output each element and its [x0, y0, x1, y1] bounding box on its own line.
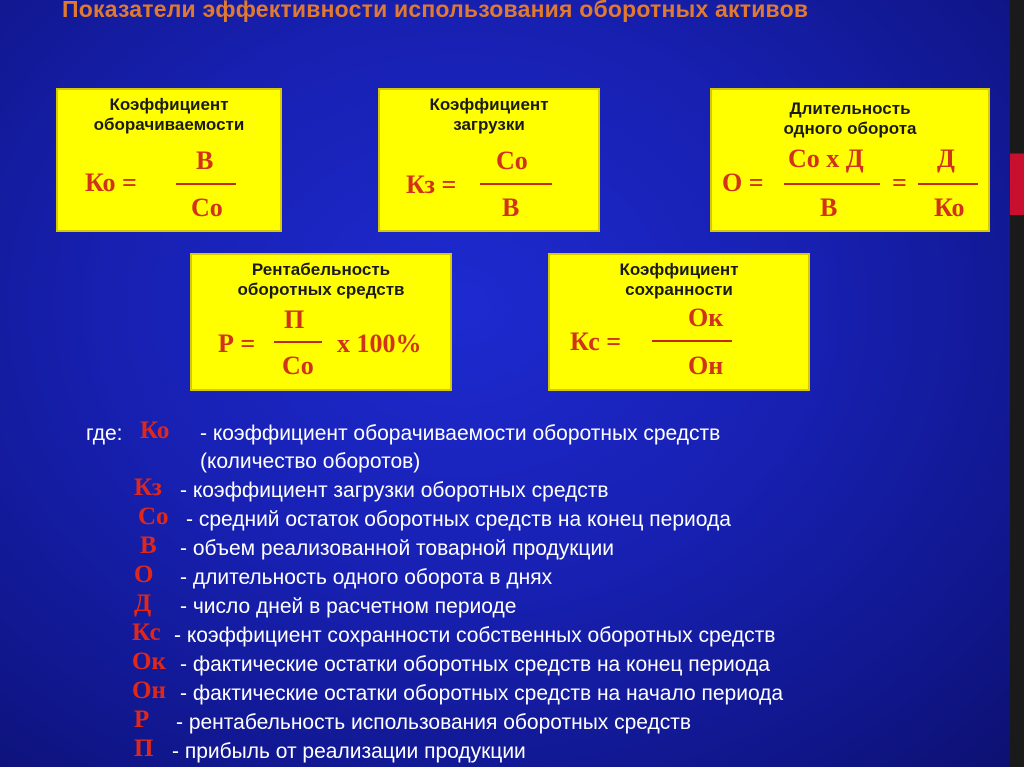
legend-symbol: Кз	[134, 474, 162, 501]
formula-box-safety	[548, 253, 810, 391]
slide-edge-decoration	[1010, 0, 1024, 767]
legend-symbol: Д	[134, 590, 152, 617]
formula-numerator: Со х Д	[788, 144, 864, 173]
box-caption-line1: Коэффициент	[109, 95, 229, 114]
legend-prefix: где:	[86, 422, 123, 445]
box-caption-line2: оборачиваемости	[93, 115, 245, 134]
formula-denominator: Он	[688, 351, 724, 380]
legend-symbol: В	[140, 532, 157, 559]
box-caption-line2: сохранности	[625, 280, 733, 299]
fraction-bar	[784, 183, 880, 185]
formula-denominator: Со	[191, 193, 223, 222]
legend-text: - фактические остатки оборотных средств на начало периода	[180, 682, 784, 705]
fraction-bar	[652, 340, 732, 342]
legend-text: - число дней в расчетном периоде	[180, 595, 517, 618]
legend-text: - длительность одного оборота в днях	[180, 566, 553, 589]
formula-numerator: В	[196, 146, 214, 175]
legend-text: - коэффициент оборачиваемости оборотных средств	[200, 422, 721, 445]
legend-symbol: П	[134, 735, 154, 762]
legend-symbol: Ко	[140, 417, 170, 444]
legend-text: - объем реализованной товарной продукции	[180, 537, 614, 560]
legend-symbol: О	[134, 561, 154, 588]
formula-box-turnover	[56, 88, 282, 232]
legend-text: - коэффициент загрузки оборотных средств	[180, 479, 609, 502]
box-caption-line2: загрузки	[453, 115, 525, 134]
legend-text: - средний остаток оборотных средств на конец периода	[186, 508, 731, 531]
formula-lhs: Р =	[218, 329, 256, 358]
formula-denominator: В	[820, 193, 838, 222]
formula-multiplier: х 100%	[337, 329, 422, 358]
slide-title: Показатели эффективности использования оборотных активов	[62, 0, 809, 22]
box-caption-line1: Коэффициент	[429, 95, 549, 114]
formula-box-profitability	[190, 253, 452, 391]
fraction-bar	[480, 183, 552, 185]
formula-box-load	[378, 88, 600, 232]
legend-text: - прибыль от реализации продукции	[172, 740, 526, 763]
fraction-bar	[274, 341, 322, 343]
legend-text: - коэффициент сохранности собственных оборотных средств	[174, 624, 776, 647]
formula-numerator: Д	[937, 144, 955, 173]
box-caption-line1: Коэффициент	[619, 260, 739, 279]
formula-numerator: П	[284, 305, 305, 334]
fraction-bar	[176, 183, 236, 185]
box-caption-line2: одного оборота	[783, 119, 917, 138]
legend-symbol: Он	[132, 677, 166, 704]
formula-numerator: Со	[496, 146, 528, 175]
fraction-bar	[918, 183, 978, 185]
legend-symbol: Р	[134, 706, 150, 733]
formula-denominator: Ко	[934, 193, 965, 222]
box-caption-line1: Длительность	[789, 99, 911, 118]
formula-denominator: В	[502, 193, 520, 222]
legend-text-continued: (количество оборотов)	[200, 450, 421, 473]
formula-lhs: Кс =	[570, 327, 622, 356]
legend-symbol: Со	[138, 503, 169, 530]
formula-lhs: Кз =	[406, 170, 457, 199]
formula-numerator: Ок	[688, 303, 724, 332]
formula-lhs: О =	[722, 168, 764, 197]
formula-lhs: Ко =	[85, 168, 137, 197]
legend-text: - фактические остатки оборотных средств на конец периода	[180, 653, 770, 676]
formula-denominator: Со	[282, 351, 314, 380]
box-caption-line1: Рентабельность	[251, 260, 391, 279]
legend-symbol: Ок	[132, 648, 166, 675]
legend-symbol: Кс	[132, 619, 161, 646]
legend-text: - рентабельность использования оборотных средств	[176, 711, 692, 734]
box-caption-line2: оборотных средств	[237, 280, 405, 299]
formula-box-duration	[710, 88, 990, 232]
formula-equals: =	[892, 168, 907, 197]
